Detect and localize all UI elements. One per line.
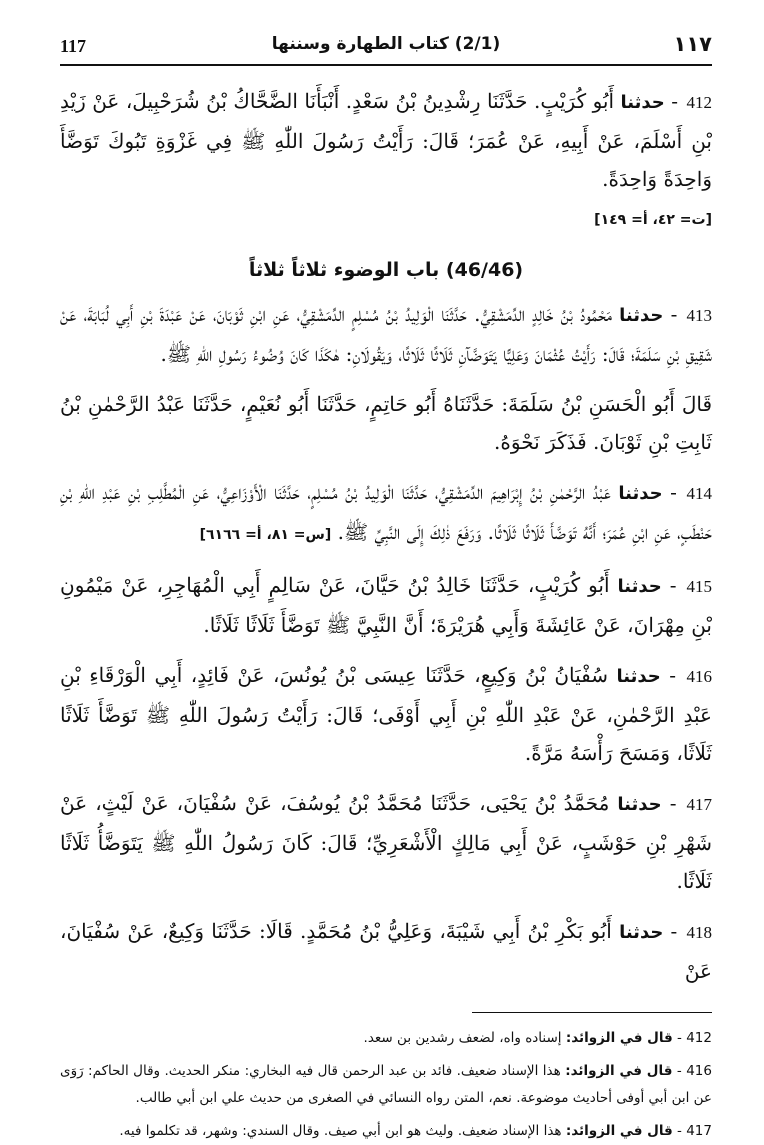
hadith-412: 412 - حدثنا أَبُو كُرَيْبٍ. حَدَّثَنَا رِشْدِينُ بْنُ سَعْدٍ. أَنْبَأَنَا الضَّحَّاكُ بْنُ شُرَحْبِيلَ، عَنْ زَيْدِ بْنِ أَسْلَمَ، عَنْ أَبِيهِ، عَنْ عُمَرَ؛ قَالَ: رَأَيْتُ رَسُولَ اللّٰهِ ﷺ فِي غَزْوَةِ تَبُوكَ تَوَضَّأَ وَاحِدَةً وَاحِدَةً. [ت= ٤٢، أ= ١٤٩]	[60, 82, 712, 239]
hadith-text: أَبُو كُرَيْبٍ. حَدَّثَنَا رِشْدِينُ بْنُ سَعْدٍ. أَنْبَأَنَا الضَّحَّاكُ بْنُ شُرَحْبِيلَ، عَنْ زَيْدِ بْنِ أَسْلَمَ، عَنْ أَبِيهِ، عَنْ عُمَرَ؛ قَالَ: رَأَيْتُ رَسُولَ اللّٰهِ ﷺ فِي غَزْوَةِ تَبُوكَ تَوَضَّأَ وَاحِدَةً وَاحِدَةً.	[60, 89, 712, 191]
hadith-lead: حدثنا	[617, 576, 662, 597]
footnote-number: 412	[686, 1030, 712, 1046]
hadith-number: 415	[686, 577, 712, 596]
footnote-divider	[472, 1012, 712, 1013]
footnote: 412 - قال في الزوائد: إسناده واه، لضعف رشدين بن سعد.	[363, 1030, 712, 1046]
page-number-arabic: ١١٧	[673, 32, 712, 56]
hadith-lead: حدثنا	[617, 794, 662, 815]
hadith-number: 413	[686, 306, 712, 325]
page-header	[60, 30, 712, 66]
hadith-number: 412	[686, 93, 712, 112]
footnote: 416 - قال في الزوائد: هذا الإسناد ضعيف. فائد بن عبد الرحمن قال فيه البخاري: منكر الحديث. وقال الحاكم: رَوَى عن ابن أبي أوفى أحاديث موضوعة. نعم، المتن رواه النسائي في الصغرى من حديث علي ابن أبي طالب.	[60, 1063, 712, 1106]
hadith-413: 413 - حدثنا مَحْمُودُ بْنُ خَالِدٍ الدِّمَشْقِيُّ. حَدَّثَنَا الْوَلِيدُ بْنُ مُسْلِمٍ الدِّمَشْقِيُّ، عَنِ ابْنِ ثَوْبَانَ، عَنْ عَبْدَةَ بْنِ أَبِي لُبَابَةَ، عَنْ شَقِيقِ بْنِ سَلَمَةَ؛ قَالَ: رَأَيْتُ عُثْمَانَ وَعَلِيًّا يَتَوَضَّآنِ ثَلَاثًا ثَلَاثًا، وَيَقُولَانِ: هٰكَذَا كَانَ وُضُوءُ رَسُولِ اللّٰهِ ﷺ.	[60, 302, 712, 366]
footnote-lead: قال في الزوائد:	[565, 1030, 673, 1046]
hadith-lead: حدثنا	[616, 666, 661, 687]
footnote-text: إسناده واه، لضعف رشدين بن سعد.	[363, 1030, 562, 1046]
footnotes	[60, 1025, 712, 1145]
hadith-413-addendum	[60, 385, 712, 461]
hadith-lead: حدثنا	[620, 92, 665, 113]
hadith-text: عَبْدُ الرَّحْمٰنِ بْنُ إِبْرَاهِيمَ الدِّمَشْقِيُّ، حَدَّثَنَا الْوَلِيدُ بْنُ مُسْلِمٍ، حَدَّثَنَا الْأَوْزَاعِيُّ، عَنِ الْمُطَّلِبِ بْنِ عَبْدِ اللّٰهِ بْنِ حَنْطَبٍ، عَنِ ابْنِ عُمَرَ؛ أَنَّهُ تَوَضَّأَ ثَلَاثًا ثَلَاثًا. وَرَفَعَ ذٰلِكَ إِلَى النَّبِيِّ ﷺ.	[60, 480, 712, 544]
hadith-415: 415 - حدثنا أَبُو كُرَيْبٍ، حَدَّثَنَا خَالِدُ بْنُ حَيَّانَ، عَنْ سَالِمٍ أَبِي الْمُهَاجِرِ، عَنْ مَيْمُونِ بْنِ مِهْرَانَ، عَنْ عَائِشَةَ وَأَبِي هُرَيْرَةَ؛ أَنَّ النَّبِيَّ ﷺ تَوَضَّأَ ثَلَاثًا ثَلَاثًا.	[60, 573, 712, 637]
cross-reference: [س= ٨١، أ= ٦١٦٦]	[199, 527, 332, 543]
footnote-lead: قال في الزوائد:	[565, 1063, 673, 1079]
hadith-text: قَالَ أَبُو الْحَسَنِ بْنُ سَلَمَةَ: حَدَّثَنَاهُ أَبُو حَاتِمٍ، حَدَّثَنَا أَبُو نُعَيْمٍ، حَدَّثَنَا عَبْدُ الرَّحْمٰنِ بْنُ ثَابِتِ بْنِ ثَوْبَانَ. فَذَكَرَ نَحْوَهُ.	[60, 392, 712, 454]
running-title: (2/1) كتاب الطهارة وسننها	[271, 34, 501, 54]
hadith-text: مُحَمَّدُ بْنُ يَحْيَى، حَدَّثَنَا مُحَمَّدُ بْنُ يُوسُفَ، عَنْ سُفْيَانَ، عَنْ لَيْثٍ، عَنْ شَهْرِ بْنِ حَوْشَبٍ، عَنْ أَبِي مَالِكٍ الْأَشْعَرِيِّ؛ قَالَ: كَانَ رَسُولُ اللّٰهِ ﷺ يَتَوَضَّأُ ثَلَاثًا ثَلَاثًا.	[60, 791, 712, 893]
hadith-number: 416	[686, 667, 712, 686]
hadith-lead: حدثنا	[619, 305, 664, 326]
footnote-number: 417	[686, 1123, 712, 1139]
hadith-lead: حدثنا	[619, 922, 664, 943]
hadith-number: 414	[686, 484, 712, 503]
main-text	[60, 82, 712, 990]
hadith-418: 418 - حدثنا أَبُو بَكْرِ بْنُ أَبِي شَيْبَةَ، وَعَلِيُّ بْنُ مُحَمَّدٍ. قَالَا: حَدَّثَنَا وَكِيعٌ، عَنْ سُفْيَانَ، عَنْ	[60, 919, 712, 983]
footnote-number: 416	[686, 1063, 712, 1079]
chapter-heading: (46/46) باب الوضوء ثلاثاً ثلاثاً	[248, 259, 524, 281]
cross-reference: [ت= ٤٢، أ= ١٤٩]	[594, 212, 712, 228]
footnote: 417 - قال في الزوائد: هذا الإسناد ضعيف. وليث هو ابن أبي صيف. وقال السندي: وشهر، قد تكلموا فيه.	[119, 1123, 712, 1139]
hadith-417: 417 - حدثنا مُحَمَّدُ بْنُ يَحْيَى، حَدَّثَنَا مُحَمَّدُ بْنُ يُوسُفَ، عَنْ سُفْيَانَ، عَنْ لَيْثٍ، عَنْ شَهْرِ بْنِ حَوْشَبٍ، عَنْ أَبِي مَالِكٍ الْأَشْعَرِيِّ؛ قَالَ: كَانَ رَسُولُ اللّٰهِ ﷺ يَتَوَضَّأُ ثَلَاثًا ثَلَاثًا.	[60, 791, 713, 893]
footnote-text: هذا الإسناد ضعيف. وليث هو ابن أبي صيف. وقال السندي: وشهر، قد تكلموا فيه.	[119, 1123, 562, 1139]
hadith-416: 416 - حدثنا سُفْيَانُ بْنُ وَكِيعٍ، حَدَّثَنَا عِيسَى بْنُ يُونُسَ، عَنْ فَائِدٍ، أَبِي الْوَرْقَاءِ بْنِ عَبْدِ الرَّحْمٰنِ، عَنْ عَبْدِ اللّٰهِ بْنِ أَبِي أَوْفَى؛ قَالَ: رَأَيْتُ رَسُولَ اللّٰهِ ﷺ تَوَضَّأَ ثَلَاثًا ثَلَاثًا، وَمَسَحَ رَأْسَهُ مَرَّةً.	[60, 663, 712, 765]
hadith-lead: حدثنا	[618, 483, 663, 504]
hadith-text: أَبُو بَكْرِ بْنُ أَبِي شَيْبَةَ، وَعَلِيُّ بْنُ مُحَمَّدٍ. قَالَا: حَدَّثَنَا وَكِيعٌ، عَنْ سُفْيَانَ، عَنْ	[60, 919, 712, 983]
footnote-lead: قال في الزوائد:	[565, 1123, 673, 1139]
hadith-number: 418	[686, 923, 712, 942]
hadith-text: سُفْيَانُ بْنُ وَكِيعٍ، حَدَّثَنَا عِيسَى بْنُ يُونُسَ، عَنْ فَائِدٍ، أَبِي الْوَرْقَاءِ بْنِ عَبْدِ الرَّحْمٰنِ، عَنْ عَبْدِ اللّٰهِ بْنِ أَبِي أَوْفَى؛ قَالَ: رَأَيْتُ رَسُولَ اللّٰهِ ﷺ تَوَضَّأَ ثَلَاثًا ثَلَاثًا، وَمَسَحَ رَأْسَهُ مَرَّةً.	[60, 663, 712, 765]
hadith-text: مَحْمُودُ بْنُ خَالِدٍ الدِّمَشْقِيُّ. حَدَّثَنَا الْوَلِيدُ بْنُ مُسْلِمٍ الدِّمَشْقِيُّ، عَنِ ابْنِ ثَوْبَانَ، عَنْ عَبْدَةَ بْنِ أَبِي لُبَابَةَ، عَنْ شَقِيقِ بْنِ سَلَمَةَ؛ قَالَ: رَأَيْتُ عُثْمَانَ وَعَلِيًّا يَتَوَضَّآنِ ثَلَاثًا ثَلَاثًا، وَيَقُولَانِ: هٰكَذَا كَانَ وُضُوءُ رَسُولِ اللّٰهِ ﷺ.	[60, 302, 712, 366]
hadith-number: 417	[686, 795, 713, 814]
hadith-414: 414 - حدثنا عَبْدُ الرَّحْمٰنِ بْنُ إِبْرَاهِيمَ الدِّمَشْقِيُّ، حَدَّثَنَا الْوَلِيدُ بْنُ مُسْلِمٍ، حَدَّثَنَا الْأَوْزَاعِيُّ، عَنِ الْمُطَّلِبِ بْنِ عَبْدِ اللّٰهِ بْنِ حَنْطَبٍ، عَنِ ابْنِ عُمَرَ؛ أَنَّهُ تَوَضَّأَ ثَلَاثًا ثَلَاثًا. وَرَفَعَ ذٰلِكَ إِلَى النَّبِيِّ ﷺ. [س= ٨١، أ= ٦١٦٦]	[60, 473, 712, 554]
footnote-text: هذا الإسناد ضعيف. فائد بن عبد الرحمن قال فيه البخاري: منكر الحديث. وقال الحاكم: رَوَى عن ابن أبي أوفى أحاديث موضوعة. نعم، المتن رواه النسائي في الصغرى من حديث علي ابن أبي طالب.	[60, 1063, 712, 1106]
page-number-latin: 117	[60, 36, 87, 56]
hadith-text: أَبُو كُرَيْبٍ، حَدَّثَنَا خَالِدُ بْنُ حَيَّانَ، عَنْ سَالِمٍ أَبِي الْمُهَاجِرِ، عَنْ مَيْمُونِ بْنِ مِهْرَانَ، عَنْ عَائِشَةَ وَأَبِي هُرَيْرَةَ؛ أَنَّ النَّبِيَّ ﷺ تَوَضَّأَ ثَلَاثًا ثَلَاثًا.	[60, 573, 712, 637]
book-page	[60, 30, 713, 1139]
